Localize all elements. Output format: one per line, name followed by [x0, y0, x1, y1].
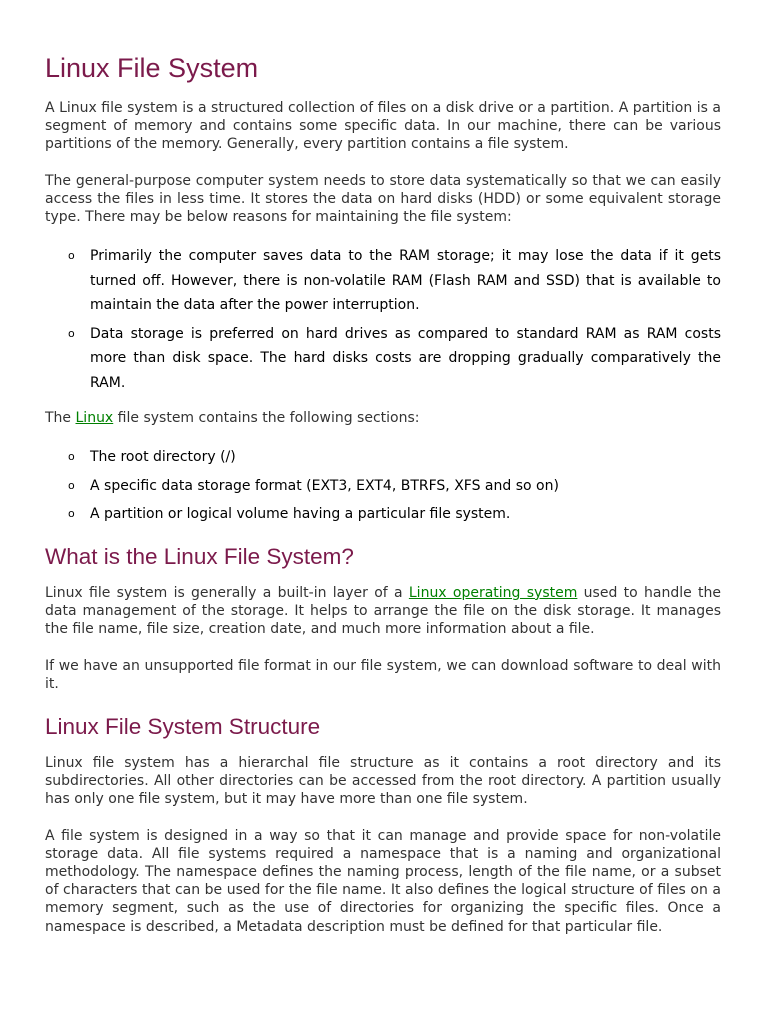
list-item-text: The root directory (/) [90, 449, 236, 466]
list-item [68, 244, 721, 318]
list-item-text: A specific data storage format (EXT3, EXT4, BTRFS, XFS and so on) [90, 477, 559, 494]
what-is-p1-after: used to handle the data management of the storage. It helps to arrange the file on the disk storage. It manages the file name, file size, creation date, and much more information about a file. [45, 584, 721, 638]
sections-intro-after: file system contains the following sections: [113, 410, 420, 427]
linux-operating-system-link[interactable]: Linux operating system [408, 584, 578, 601]
bullet-icon: o [68, 450, 75, 464]
sections-intro-paragraph [45, 409, 721, 427]
sections-list [45, 445, 721, 527]
bullet-icon: o [68, 249, 75, 263]
list-item [68, 445, 721, 470]
intro-paragraph-1: A Linux file system is a structured collection of files on a disk drive or a partition. A partition is a segment of memory and contains some specific data. In our machine, there can be various partitions of the memory. Generally, every partition contains a file system. [45, 100, 721, 153]
structure-paragraph-2: A file system is designed in a way so that it can manage and provide space for non-volatile storage data. All file systems required a namespace that is a naming and organizational methodology. The namespace defines the naming process, length of the file name, or a subset of characters that can be used for the file name. It also defines the logical structure of files on a memory segment, such as the use of directories for organizing the specific files. Once a namespace is described, a Metadata description must be defined for that particular file. [45, 827, 721, 935]
list-item [68, 502, 721, 527]
list-item [68, 474, 721, 499]
intro-paragraph-2: The general-purpose computer system needs to store data systematically so that we can easily access the files in less time. It stores the data on hard disks (HDD) or some equivalent storage type. There may be below reasons for maintaining the file system: [45, 172, 721, 226]
sections-intro-before: The [45, 410, 76, 427]
what-is-paragraph-1 [45, 584, 721, 639]
structure-paragraph-1: Linux file system has a hierarchal file structure as it contains a root directory and its subdirectories. All other directories can be accessed from the root directory. A partition usually has only one file system, but it may have more than one file system. [45, 754, 721, 808]
structure-heading: Linux File System Structure [45, 713, 321, 739]
list-item [68, 322, 721, 396]
reasons-list [45, 244, 721, 395]
page-title: Linux File System [45, 53, 259, 83]
list-item-text: Data storage is preferred on hard drives as compared to standard RAM as RAM costs more than disk space. The hard disks costs are dropping gradually comparatively the RAM. [90, 325, 721, 391]
article [45, 48, 721, 954]
what-is-paragraph-2: If we have an unsupported file format in our file system, we can download software to deal with it. [45, 657, 721, 692]
what-is-heading: What is the Linux File System? [45, 543, 354, 569]
bullet-icon: o [68, 478, 75, 492]
what-is-p1-before: Linux file system is generally a built-in layer of a [45, 584, 409, 601]
bullet-icon: o [68, 507, 75, 521]
linux-link[interactable]: Linux [75, 410, 114, 427]
list-item-text: A partition or logical volume having a particular file system. [90, 506, 511, 523]
list-item-text: Primarily the computer saves data to the RAM storage; it may lose the data if it gets turned off. However, there is non-volatile RAM (Flash RAM and SSD) that is available to maintain the data after the power interruption. [90, 248, 721, 314]
bullet-icon: o [68, 326, 75, 340]
